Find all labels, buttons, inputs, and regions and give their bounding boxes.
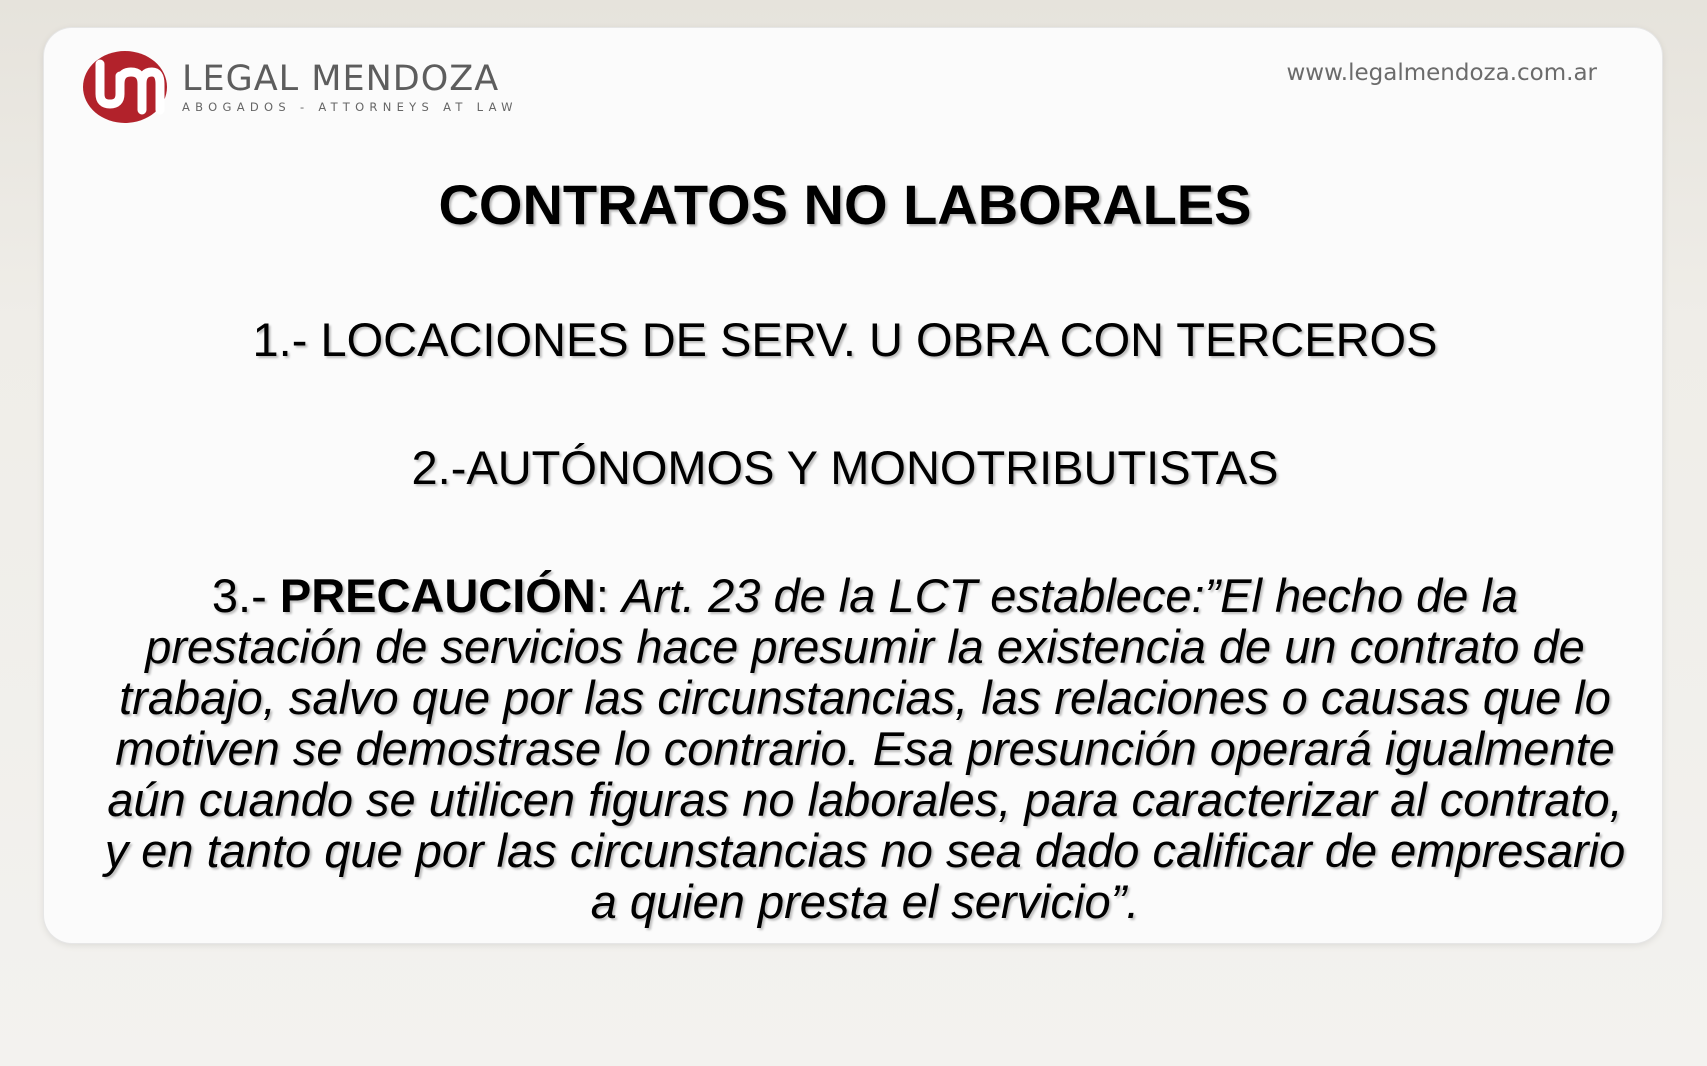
website-url: www.legalmendoza.com.ar: [1286, 60, 1597, 86]
list-item-2: 2.-AUTÓNOMOS Y MONOTRIBUTISTAS: [411, 441, 1279, 494]
brand-tagline: ABOGADOS - ATTORNEYS AT LAW: [182, 100, 518, 114]
list-item-3: [100, 570, 1630, 927]
brand-name: LEGAL MENDOZA: [182, 59, 500, 99]
item-3-number: 3.-: [211, 569, 267, 622]
list-item-1: 1.- LOCACIONES DE SERV. U OBRA CON TERCEROS: [252, 313, 1438, 366]
legal-mendoza-logo-icon: [82, 50, 168, 124]
brand-logo: [82, 50, 518, 124]
item-3-label: PRECAUCIÓN: [279, 569, 596, 622]
item-3-quote: Art. 23 de la LCT establece:”El hecho de la prestación de servicios hace presumir la existencia de un contrato de trabajo, salvo que por las circunstancias, las relaciones o causas que lo motiven se demostrase lo contrario. Esa presunción operará igualmente aún cuando se utilicen figuras no laborales, para caracterizar al contrato, y en tanto que por las circunstancias no sea dado calificar de empresario a quien presta el servicio”.: [104, 569, 1626, 928]
brand-text: [182, 60, 518, 114]
slide-title: CONTRATOS NO LABORALES: [438, 173, 1252, 236]
item-3-separator: :: [595, 569, 609, 622]
